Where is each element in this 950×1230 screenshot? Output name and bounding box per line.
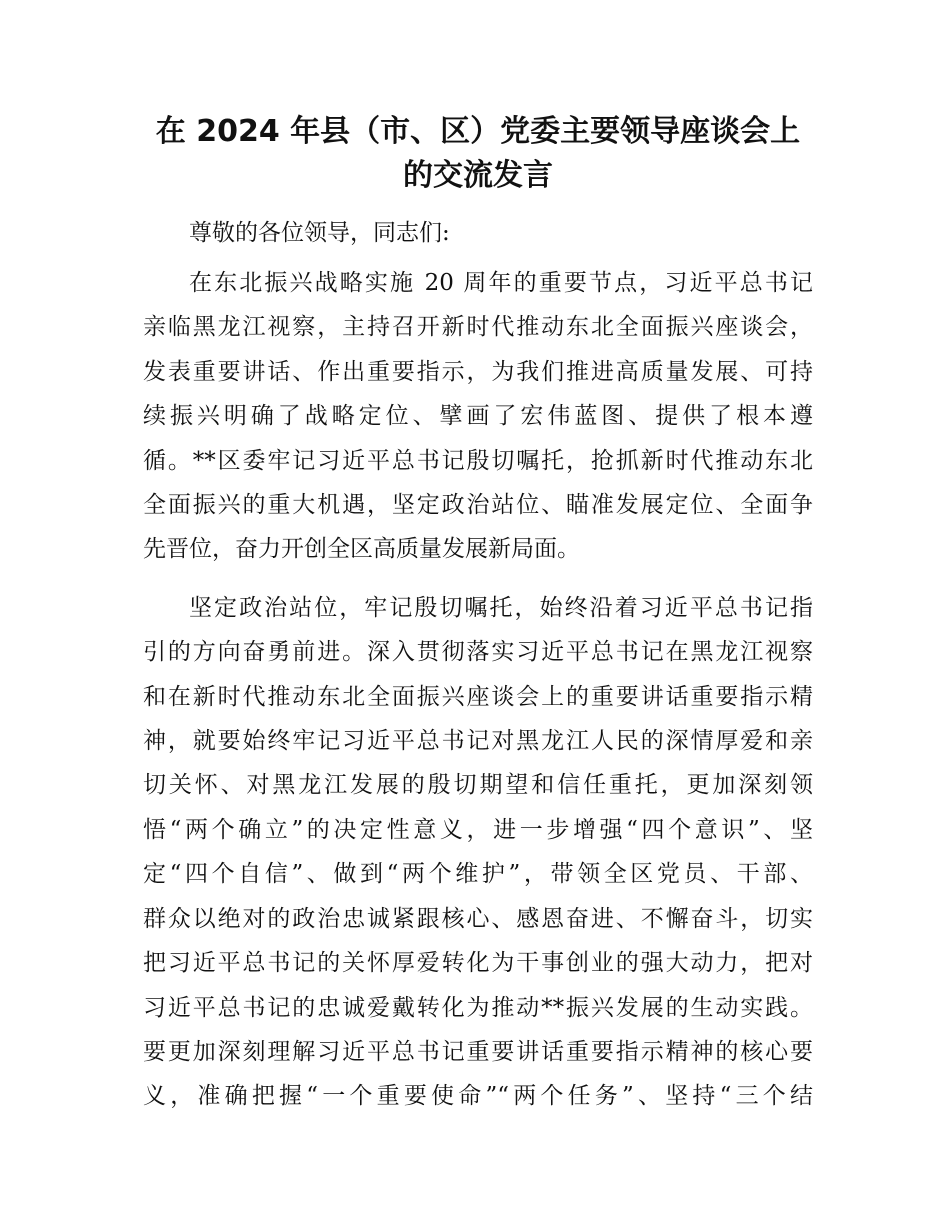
title-line-2: 的交流发言 xyxy=(403,158,553,193)
paragraph-line: 坚定政治站位，牢记殷切嘱托，始终沿着习近平总书记指 xyxy=(189,594,813,621)
paragraph-line: 切关怀、对黑龙江发展的殷切期望和信任重托，更加深刻领 xyxy=(143,772,813,799)
paragraph-line: 发表重要讲话、作出重要指示，为我们推进高质量发展、可持 xyxy=(143,358,813,385)
document-page xyxy=(143,110,813,1119)
paragraph-line: 习近平总书记的忠诚爱戴转化为推动**振兴发展的生动实践。 xyxy=(143,994,813,1021)
paragraph-line: 先晋位，奋力开创全区高质量发展新局面。 xyxy=(143,536,580,563)
paragraph-line: 循。**区委牢记习近平总书记殷切嘱托，抢抓新时代推动东北 xyxy=(143,447,813,474)
paragraph-line: 引的方向奋勇前进。深入贯彻落实习近平总书记在黑龙江视察 xyxy=(143,639,813,666)
paragraph-1 xyxy=(143,261,813,572)
paragraph-line: 在东北振兴战略实施 20 周年的重要节点，习近平总书记 xyxy=(189,270,813,296)
paragraph-line: 神，就要始终牢记习近平总书记对黑龙江人民的深情厚爱和亲 xyxy=(143,728,813,755)
paragraph-line: 全面振兴的重大机遇，坚定政治站位、瞄准发展定位、全面争 xyxy=(143,492,813,519)
document-title xyxy=(143,110,813,198)
paragraph-line: 悟“两个确立”的决定性意义，进一步增强“四个意识”、坚 xyxy=(143,816,813,843)
paragraph-line: 群众以绝对的政治忠诚紧跟核心、感恩奋进、不懈奋斗，切实 xyxy=(143,905,813,932)
paragraph-2 xyxy=(143,586,813,1119)
paragraph-line: 定“四个自信”、做到“两个维护”，带领全区党员、干部、 xyxy=(143,861,813,888)
title-line-1: 在 2024 年县（市、区）党委主要领导座谈会上 xyxy=(155,114,801,149)
paragraph-line: 要更加深刻理解习近平总书记重要讲话重要指示精神的核心要 xyxy=(143,1038,813,1065)
paragraph-line: 义，准确把握“一个重要使命”“两个任务”、坚持“三个结 xyxy=(143,1083,813,1110)
paragraph-line: 和在新时代推动东北全面振兴座谈会上的重要讲话重要指示精 xyxy=(143,683,813,710)
greeting: 尊敬的各位领导，同志们: xyxy=(189,220,450,246)
paragraph-line: 亲临黑龙江视察，主持召开新时代推动东北全面振兴座谈会， xyxy=(143,314,813,341)
paragraph-line: 把习近平总书记的关怀厚爱转化为干事创业的强大动力，把对 xyxy=(143,950,813,977)
paragraph-line: 续振兴明确了战略定位、擘画了宏伟蓝图、提供了根本遵 xyxy=(143,403,813,430)
